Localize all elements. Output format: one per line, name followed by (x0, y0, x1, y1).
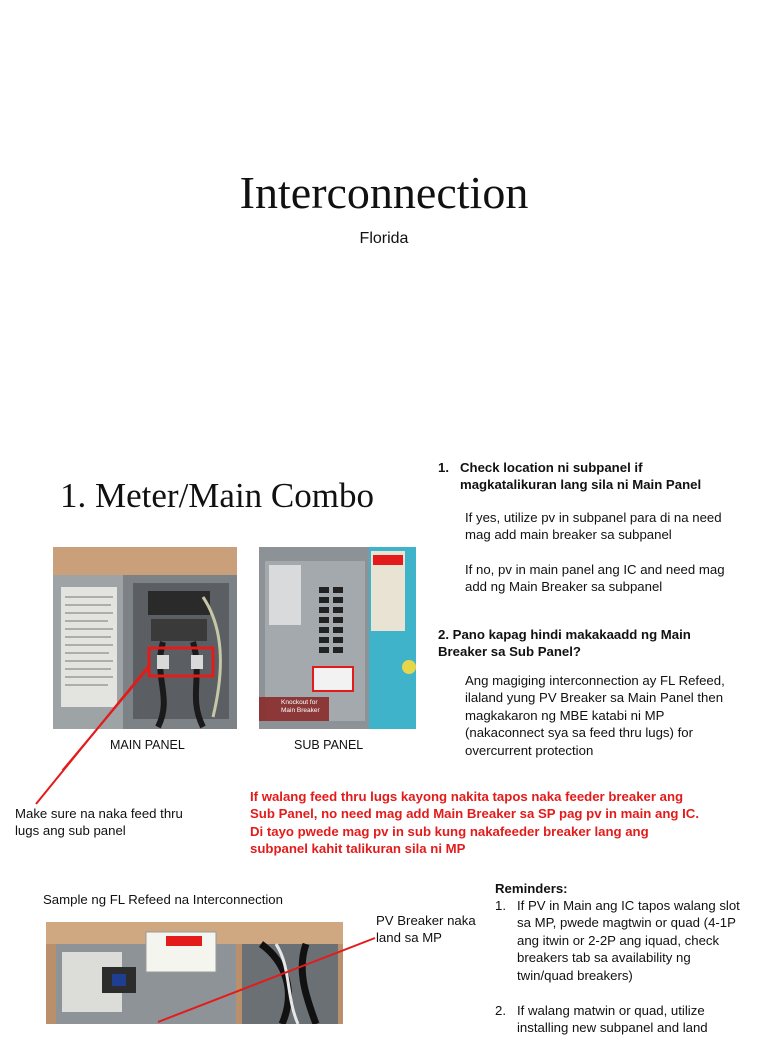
checklist-item1-yes: If yes, utilize pv in subpanel para di na need mag add main breaker sa subpanel (465, 510, 722, 543)
reminders-heading: Reminders: (495, 881, 568, 896)
reminder-2: If walang matwin or quad, utilize installing new subpanel and land (517, 1003, 708, 1036)
sub-panel-caption: SUB PANEL (294, 738, 364, 752)
knockout-label: Knockout for Main Breaker (281, 699, 320, 714)
pv-breaker-callout: PV Breaker naka land sa MP (376, 913, 476, 946)
sample-title: Sample ng FL Refeed na Interconnection (43, 892, 283, 907)
checklist-item2-body: Ang magiging interconnection ay FL Refeed, ilaland yung PV Breaker sa Main Panel then magkakaron ng MBE katabi ni MP (nakaconnect sya sa feed thru lugs) for overcurrent protection (465, 673, 725, 758)
feed-thru-callout: Make sure na naka feed thru lugs ang sub panel (15, 806, 183, 839)
checklist-item1-no: If no, pv in main panel ang IC and need mag add ng Main Breaker sa subpanel (465, 562, 725, 595)
warning-text: If walang feed thru lugs kayong nakita tapos naka feeder breaker ang Sub Panel, no need mag add Main Breaker sa SP pag pv in main ang IC. Di tayo pwede mag pv in sub kung nakafeeder breaker lang ang subpanel kahit talikuran sila ni MP (250, 789, 699, 857)
pv-breaker-callout-line (150, 934, 380, 1024)
sub-panel-photo (259, 547, 416, 729)
checklist-item1-number: 1. (438, 460, 449, 475)
page-title: Interconnection (239, 167, 529, 218)
reminder-2-number: 2. (495, 1003, 506, 1018)
main-panel-caption: MAIN PANEL (110, 738, 185, 752)
checklist-item2-heading: 2. Pano kapag hindi makakaadd ng Main Breaker sa Sub Panel? (438, 627, 691, 660)
checklist-item1-heading: Check location ni subpanel if magkatalikuran lang sila ni Main Panel (460, 460, 702, 493)
reminder-1: If PV in Main ang IC tapos walang slot sa MP, pwede magtwin or quad (4-1P ang itwin or 2-2P ang iquad, check breakers tab sa availability ng twin/quad breakers) (517, 898, 740, 983)
callout-line-2 (30, 660, 190, 810)
reminder-1-number: 1. (495, 898, 506, 913)
page-subtitle: Florida (359, 230, 409, 247)
section-heading: 1. Meter/Main Combo (60, 476, 374, 515)
